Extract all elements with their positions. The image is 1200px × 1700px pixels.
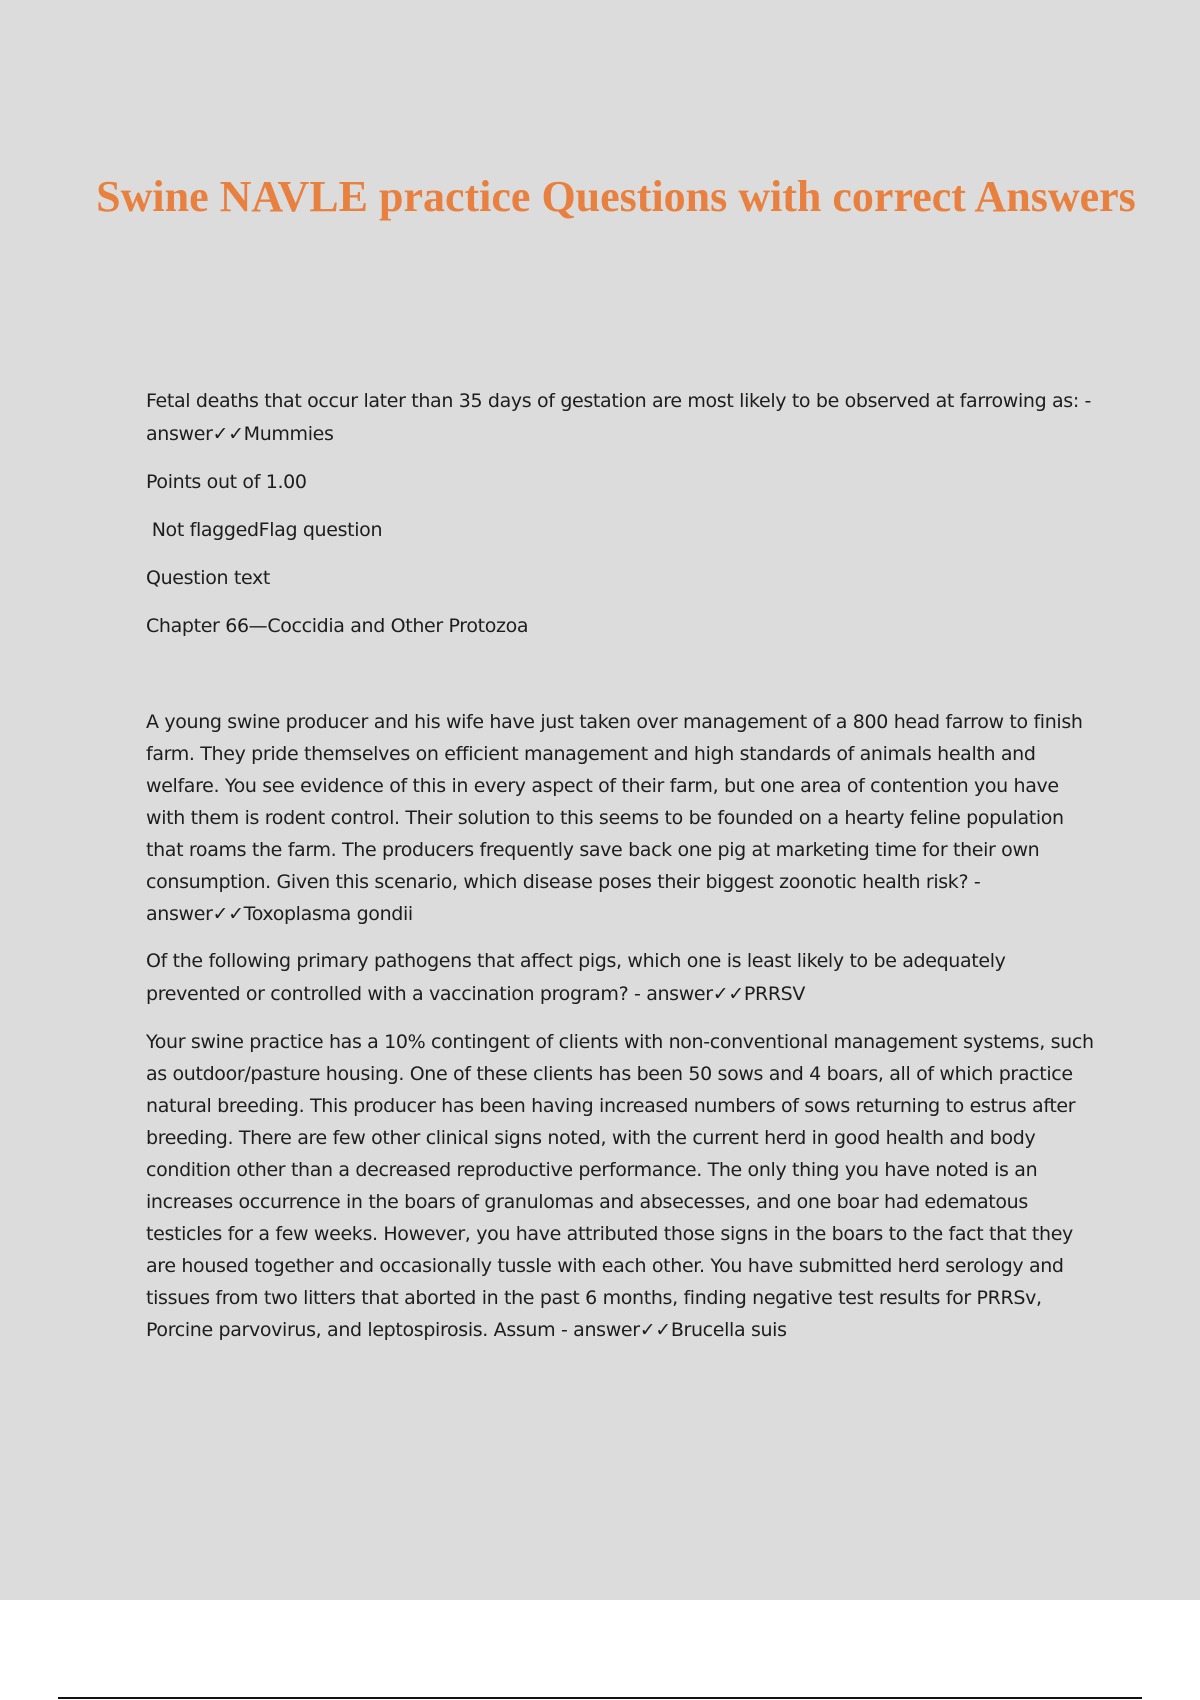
question-brucella: Your swine practice has a 10% contingent of clients with non-conventional management systems, such as outdoor/pasture housing. One of these clients has been 50 sows and 4 boars, all of which practice natural breeding. This producer has been having increased numbers of sows returning to estrus after breeding. There are few other clinical signs noted, with the current herd in good health and body condition other than a decreased reproductive performance. The only thing you have noted is an increases occurrence in the boars of granulomas and absecesses, and one boar had edematous testicles for a few weeks. However, you have attributed those signs in the boars to the fact that they are housed together and occasionally tussle with each other. You have submitted herd serology and tissues from two litters that aborted in the past 6 months, finding negative test results for PRRSv, Porcine parvovirus, and leptospirosis. Assum - answer✓✓Brucella suis: [146, 1031, 1094, 1341]
document-body: [146, 385, 1096, 1361]
flag-line: Not flaggedFlag question: [146, 519, 383, 541]
question-fetal-deaths: Fetal deaths that occur later than 35 days of gestation are most likely to be observed at farrowing as: - answer✓✓Mummies: [146, 390, 1092, 445]
question-text-label: Question text: [146, 567, 270, 589]
spacer: [146, 658, 1096, 706]
question-toxoplasma: A young swine producer and his wife have just taken over management of a 800 head farrow to finish farm. They pride themselves on efficient management and high standards of animals health and welfare. You see evidence of this in every aspect of their farm, but one area of contention you have with them is rodent control. Their solution to this seems to be founded on a hearty feline population that roams the farm. The producers frequently save back one pig at marketing time for their own consumption. Given this scenario, which disease poses their biggest zoonotic health risk? - answer✓✓Toxoplasma gondii: [146, 711, 1083, 925]
chapter-heading: Chapter 66—Coccidia and Other Protozoa: [146, 615, 529, 637]
footer-divider: [58, 1697, 1142, 1699]
points-line: Points out of 1.00: [146, 471, 307, 493]
question-prrsv: Of the following primary pathogens that affect pigs, which one is least likely to be adequately prevented or controlled with a vaccination program? - answer✓✓PRRSV: [146, 950, 1006, 1005]
document-title: Swine NAVLE practice Questions with correct Answers: [96, 172, 1136, 221]
